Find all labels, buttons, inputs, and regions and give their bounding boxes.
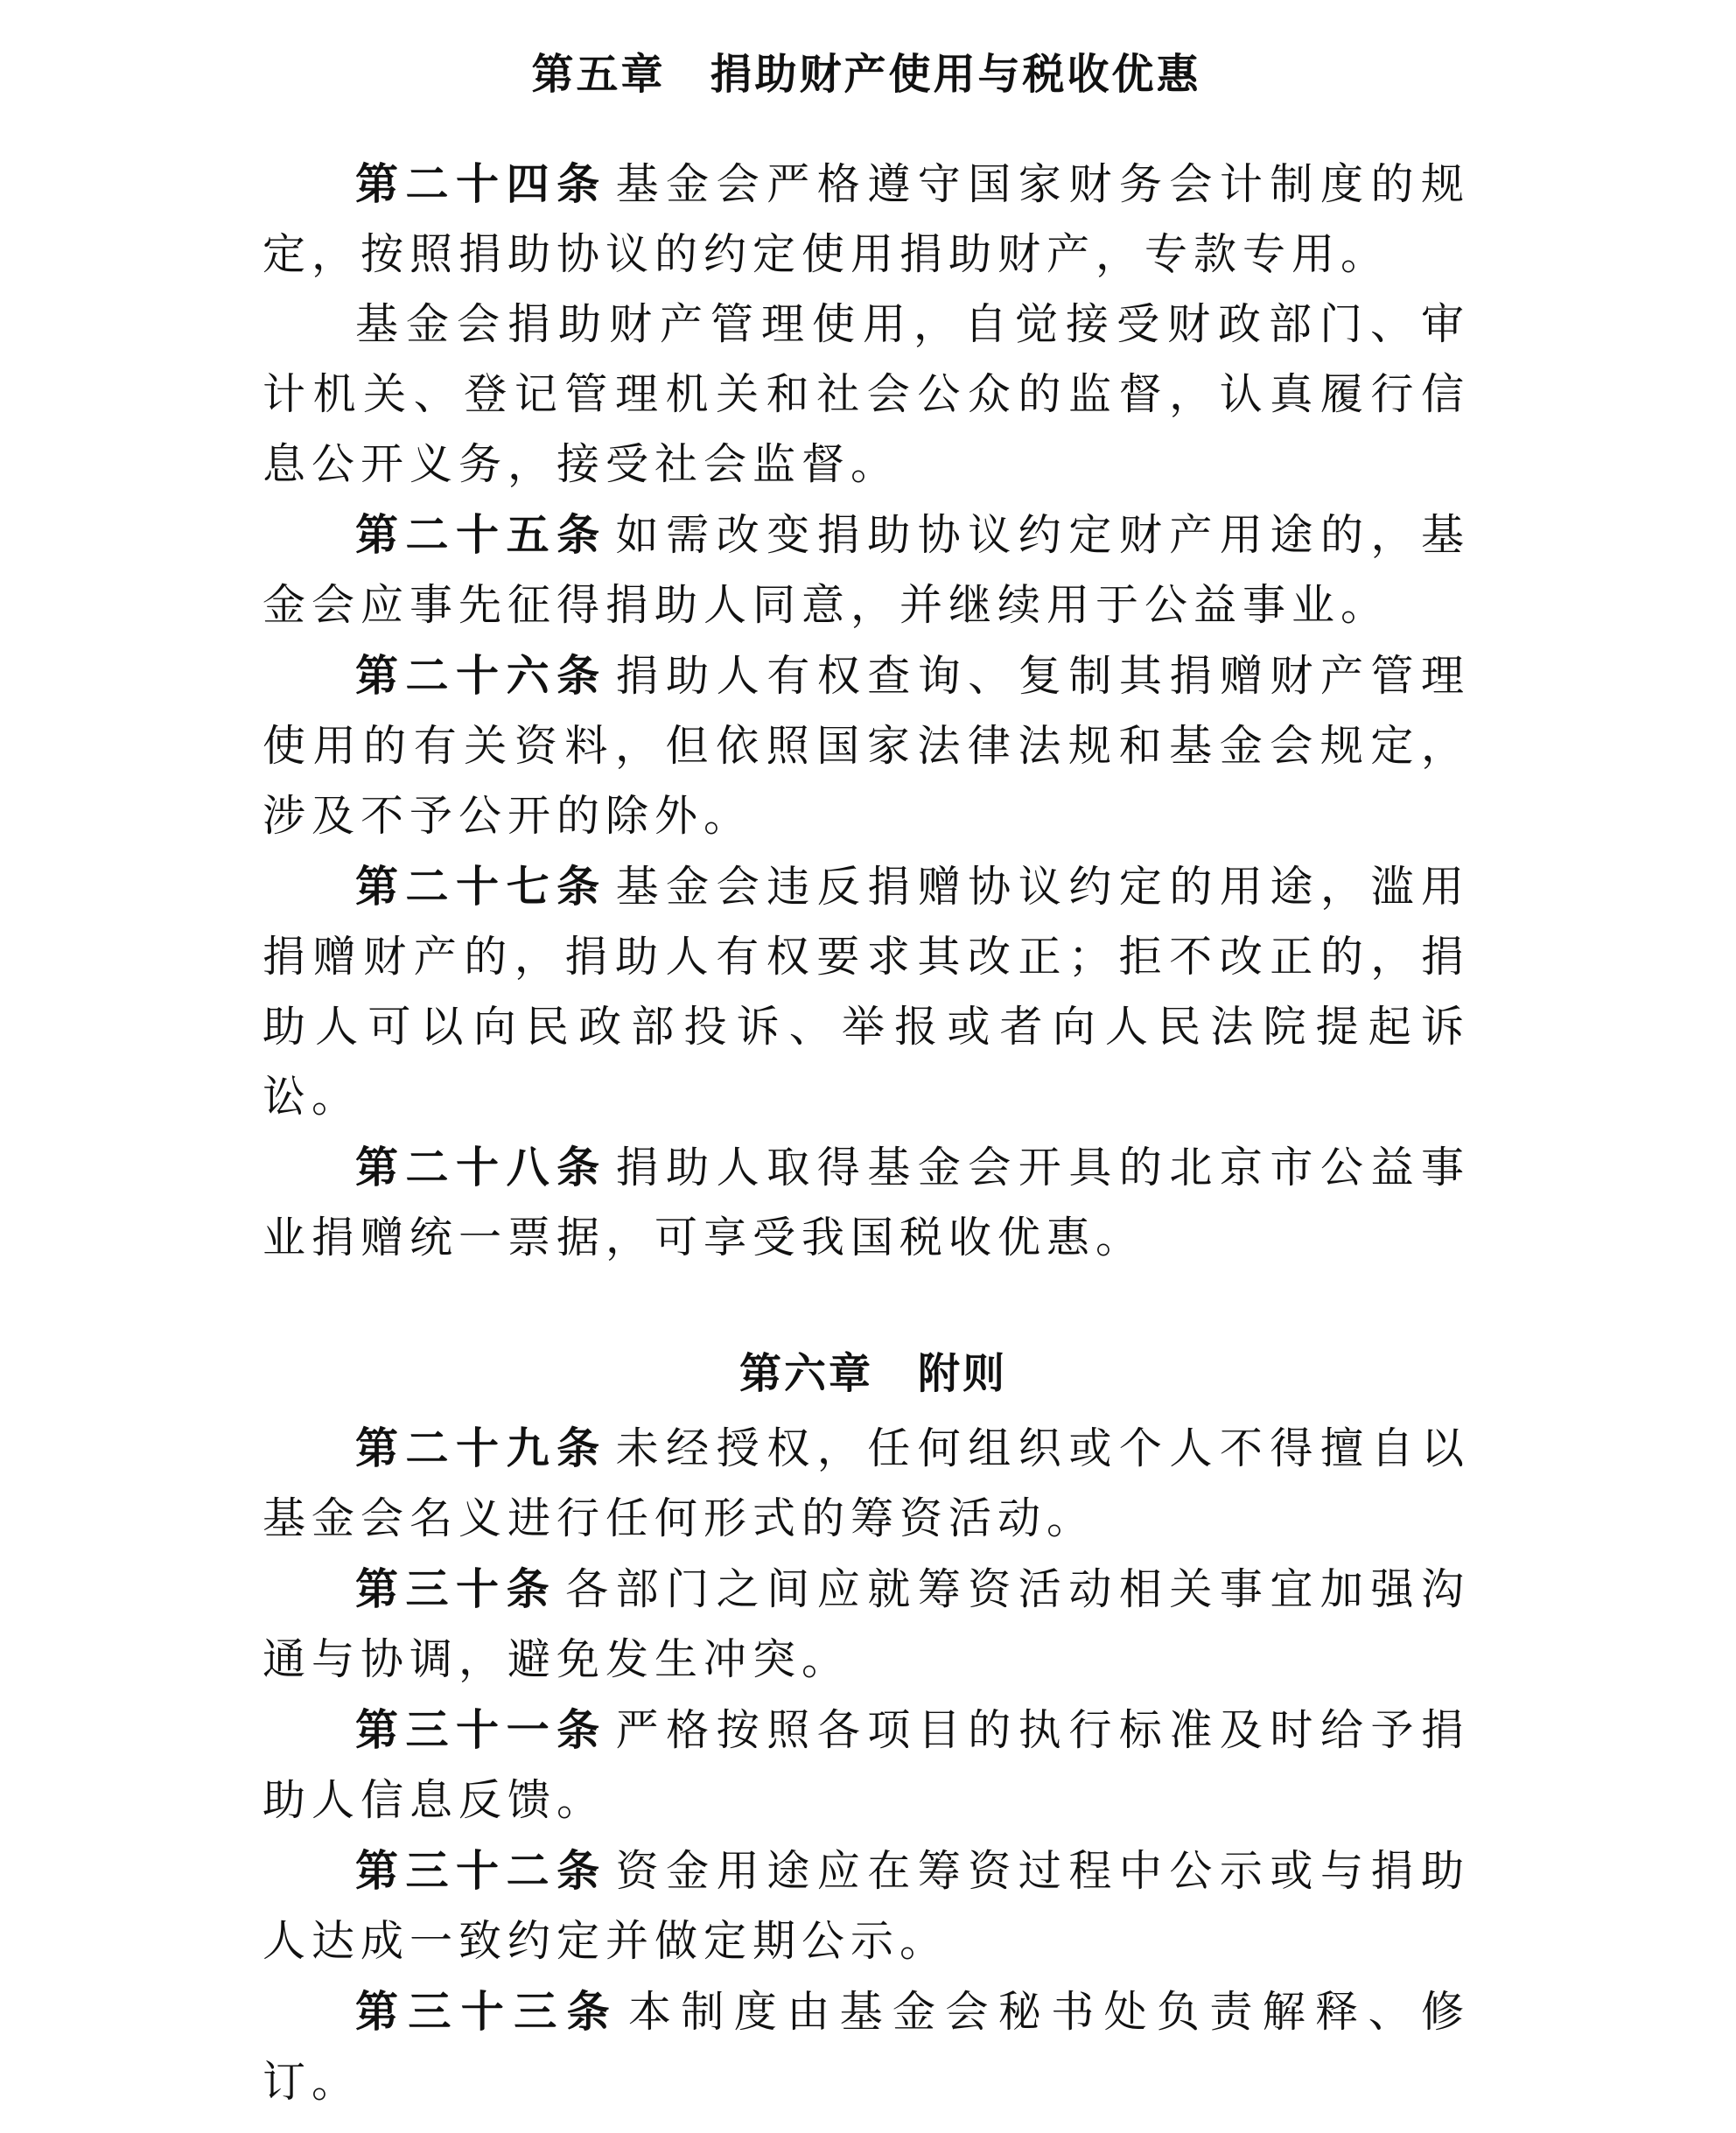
article-number: 第二十四条 bbox=[355, 158, 607, 209]
article-number: 第二十七条 bbox=[355, 861, 607, 912]
article-32 bbox=[262, 1836, 1470, 1976]
article-number: 第二十五条 bbox=[355, 509, 607, 560]
article-number: 第三十三条 bbox=[355, 1986, 620, 2037]
article-text: 各部门之间应就筹资活动相关事宜加强沟通与协调，避免发生冲突。 bbox=[262, 1564, 1470, 1684]
article-text: 如需改变捐助协议约定财产用途的，基金会应事先征得捐助人同意，并继续用于公益事业。 bbox=[262, 510, 1470, 630]
article-31 bbox=[262, 1695, 1470, 1836]
article-text: 本制度由基金会秘书处负责解释、修订。 bbox=[262, 1987, 1470, 2107]
article-text: 基金会捐助财产管理使用，自觉接受财政部门、审计机关、登记管理机关和社会公众的监督，认真履行信息公开义务，接受社会监督。 bbox=[262, 299, 1470, 489]
article-30 bbox=[262, 1554, 1470, 1695]
article-text: 基金会违反捐赠协议约定的用途，滥用捐赠财产的，捐助人有权要求其改正；拒不改正的，捐助人可以向民政部投诉、举报或者向人民法院提起诉讼。 bbox=[262, 862, 1470, 1122]
chapter-6-title: 第六章 附则 bbox=[739, 1349, 1008, 1398]
article-26 bbox=[262, 640, 1470, 851]
article-number: 第三十一条 bbox=[355, 1704, 607, 1755]
article-number: 第三十条 bbox=[355, 1563, 557, 1614]
article-33 bbox=[262, 1976, 1470, 2117]
article-text: 严格按照各项目的执行标准及时给予捐助人信息反馈。 bbox=[262, 1705, 1470, 1825]
article-text: 未经授权，任何组织或个人不得擅自以基金会名义进行任何形式的筹资活动。 bbox=[262, 1423, 1470, 1543]
article-28 bbox=[262, 1132, 1470, 1273]
article-text: 基金会严格遵守国家财务会计制度的规定，按照捐助协议的约定使用捐助财产，专款专用。 bbox=[262, 159, 1470, 279]
article-number: 第二十九条 bbox=[355, 1423, 607, 1473]
article-27 bbox=[262, 851, 1470, 1132]
article-number: 第三十二条 bbox=[355, 1845, 607, 1896]
document-page bbox=[262, 35, 1470, 2117]
article-29 bbox=[262, 1413, 1470, 1554]
article-25 bbox=[262, 500, 1470, 640]
article-text: 资金用途应在筹资过程中公示或与捐助人达成一致约定并做定期公示。 bbox=[262, 1846, 1470, 1966]
article-text: 捐助人有权查询、复制其捐赠财产管理使用的有关资料，但依照国家法律法规和基金会规定，涉及不予公开的除外。 bbox=[262, 651, 1470, 841]
article-number: 第二十八条 bbox=[355, 1142, 607, 1192]
article-24-paragraph-2 bbox=[262, 290, 1470, 500]
article-number: 第二十六条 bbox=[355, 650, 607, 701]
article-text: 捐助人取得基金会开具的北京市公益事业捐赠统一票据，可享受我国税收优惠。 bbox=[262, 1143, 1470, 1262]
chapter-5-title: 第五章 捐助财产使用与税收优惠 bbox=[531, 50, 1201, 99]
article-24 bbox=[262, 149, 1470, 290]
